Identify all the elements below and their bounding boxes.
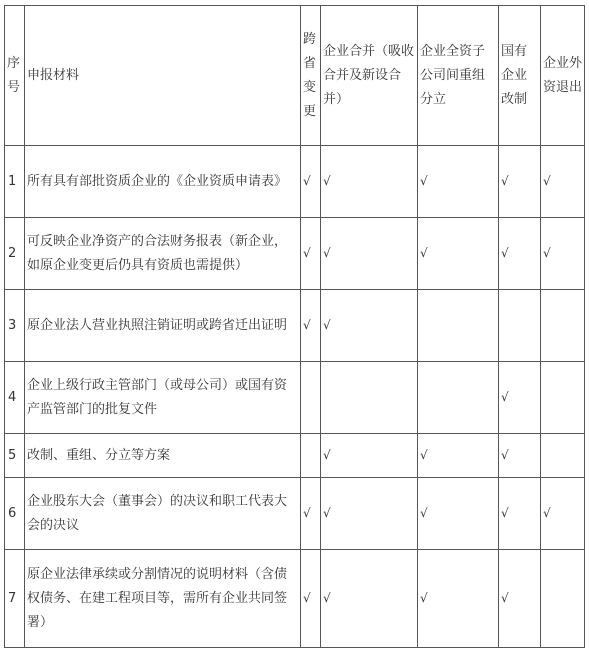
check-cell-subsidiary-reorg: [418, 290, 499, 362]
check-mark: √: [420, 591, 428, 605]
check-mark: √: [501, 174, 509, 188]
check-mark: √: [303, 246, 311, 260]
check-mark: √: [420, 174, 428, 188]
check-mark: √: [420, 506, 428, 520]
row-number: 6: [5, 478, 25, 550]
check-cell-subsidiary-reorg: [418, 146, 499, 218]
check-cell-foreign-exit: [541, 434, 585, 478]
check-cell-cross-province: [301, 218, 321, 290]
row-number: 7: [5, 550, 25, 648]
check-mark: √: [303, 506, 311, 520]
requirements-table: [4, 5, 585, 648]
row-material: 企业股东大会（董事会）的决议和职工代表大会的决议: [25, 478, 301, 550]
check-cell-state-owned-reform: [499, 362, 541, 434]
check-mark: √: [303, 591, 311, 605]
check-cell-subsidiary-reorg: [418, 478, 499, 550]
row-material: 原企业法律承续或分割情况的说明材料（含债权债务、在建工程项目等，需所有企业共同签署）: [25, 550, 301, 648]
check-cell-state-owned-reform: [499, 434, 541, 478]
table-body: [5, 146, 585, 648]
check-mark: √: [543, 174, 551, 188]
table-row: [5, 146, 585, 218]
header-material: 申报材料: [25, 6, 301, 146]
check-cell-merger: [321, 478, 418, 550]
check-mark: √: [501, 448, 509, 462]
check-mark: √: [323, 591, 331, 605]
check-mark: √: [323, 174, 331, 188]
table-row: [5, 362, 585, 434]
check-cell-foreign-exit: [541, 218, 585, 290]
check-cell-merger: [321, 362, 418, 434]
check-cell-state-owned-reform: [499, 290, 541, 362]
check-mark: √: [323, 448, 331, 462]
check-cell-merger: [321, 434, 418, 478]
header-state-owned-reform: 国有企业改制: [499, 6, 541, 146]
row-material: 企业上级行政主管部门（或母公司）或国有资产监管部门的批复文件: [25, 362, 301, 434]
row-number: 4: [5, 362, 25, 434]
check-cell-cross-province: [301, 290, 321, 362]
row-number: 1: [5, 146, 25, 218]
row-number: 3: [5, 290, 25, 362]
row-number: 2: [5, 218, 25, 290]
check-mark: √: [303, 318, 311, 332]
check-mark: √: [303, 174, 311, 188]
check-cell-subsidiary-reorg: [418, 434, 499, 478]
row-material: 所有具有部批资质企业的《企业资质申请表》: [25, 146, 301, 218]
check-mark: √: [323, 506, 331, 520]
check-cell-state-owned-reform: [499, 550, 541, 648]
header-seq: 序号: [5, 6, 25, 146]
check-mark: √: [543, 246, 551, 260]
check-mark: √: [420, 448, 428, 462]
table-row: [5, 478, 585, 550]
check-cell-merger: [321, 290, 418, 362]
header-merger: 企业合并（吸收合并及新设合并）: [321, 6, 418, 146]
check-mark: √: [501, 246, 509, 260]
check-cell-foreign-exit: [541, 362, 585, 434]
check-mark: √: [323, 318, 331, 332]
header-subsidiary-reorg: 企业全资子公司间重组分立: [418, 6, 499, 146]
check-cell-merger: [321, 218, 418, 290]
check-cell-state-owned-reform: [499, 146, 541, 218]
table-row: [5, 218, 585, 290]
check-mark: √: [323, 246, 331, 260]
header-row: [5, 6, 585, 146]
check-mark: √: [501, 591, 509, 605]
row-number: 5: [5, 434, 25, 478]
check-cell-cross-province: [301, 146, 321, 218]
table-row: [5, 550, 585, 648]
check-cell-state-owned-reform: [499, 218, 541, 290]
table-row: [5, 290, 585, 362]
row-material: 可反映企业净资产的合法财务报表（新企业，如原企业变更后仍具有资质也需提供）: [25, 218, 301, 290]
check-mark: √: [420, 246, 428, 260]
check-cell-state-owned-reform: [499, 478, 541, 550]
check-cell-merger: [321, 146, 418, 218]
check-mark: √: [501, 506, 509, 520]
check-cell-foreign-exit: [541, 550, 585, 648]
table-row: [5, 434, 585, 478]
check-cell-cross-province: [301, 478, 321, 550]
check-cell-foreign-exit: [541, 146, 585, 218]
row-material: 原企业法人营业执照注销证明或跨省迁出证明: [25, 290, 301, 362]
check-cell-foreign-exit: [541, 290, 585, 362]
header-foreign-exit: 企业外资退出: [541, 6, 585, 146]
row-material: 改制、重组、分立等方案: [25, 434, 301, 478]
check-cell-subsidiary-reorg: [418, 550, 499, 648]
check-cell-cross-province: [301, 434, 321, 478]
check-mark: √: [501, 390, 509, 404]
check-cell-subsidiary-reorg: [418, 218, 499, 290]
header-cross-province: 跨省变更: [301, 6, 321, 146]
check-cell-merger: [321, 550, 418, 648]
check-cell-cross-province: [301, 362, 321, 434]
check-mark: √: [543, 506, 551, 520]
check-cell-subsidiary-reorg: [418, 362, 499, 434]
check-cell-foreign-exit: [541, 478, 585, 550]
check-cell-cross-province: [301, 550, 321, 648]
